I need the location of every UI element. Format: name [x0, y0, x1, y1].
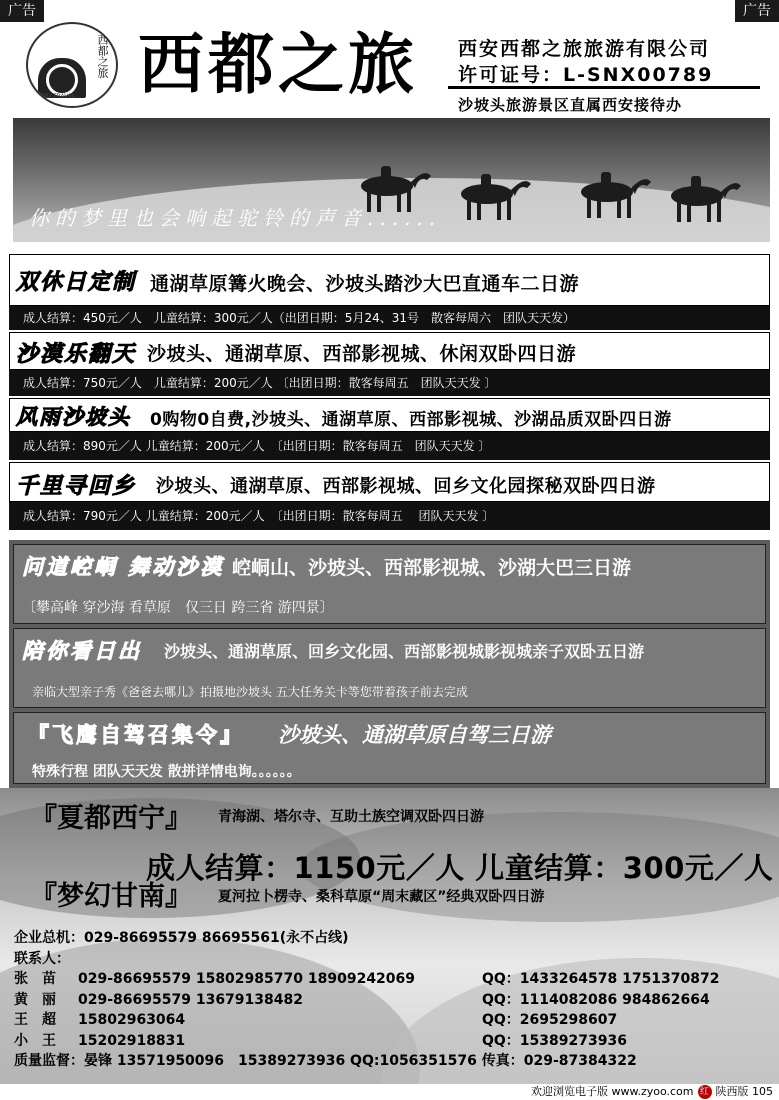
divider: [448, 86, 760, 89]
tour-note: 特殊行程 团队天天发 散拼详情电询。。。。。。: [32, 764, 301, 780]
contact-phones: 15202918831: [78, 1032, 186, 1049]
price-bar: 成人结算：450元／人 儿童结算：300元／人（出团日期：5月24、31号 散客每周六 团队天天发）: [9, 306, 770, 330]
desert-banner: [13, 118, 770, 242]
company-logo: [26, 22, 118, 108]
tour-card: [13, 712, 766, 784]
tour-route: 沙坡头、通湖草原自驾三日游: [278, 723, 551, 747]
gannan-route: 夏河拉卜楞寺、桑科草原“周末藏区”经典双卧四日游: [218, 889, 545, 905]
red-badge-icon: 红: [698, 1085, 712, 1099]
tour-card: [9, 462, 770, 502]
tour-note: 〔攀高峰 穿沙海 看草原 仅三日 跨三省 游四景〕: [22, 600, 334, 616]
header: [18, 20, 760, 116]
price-bar: 成人结算：750元／人 儿童结算：200元／人 〔出团日期：散客每周五 团队天天发 〕: [9, 370, 770, 396]
tour-title: 沙漠乐翻天: [16, 341, 137, 367]
tour-title: 千里寻回乡: [16, 473, 137, 499]
office-name: 沙坡头旅游景区直属西安接待办: [458, 96, 683, 114]
page-number: 105: [752, 1085, 773, 1098]
tour-note: 亲临大型亲子秀《爸爸去哪儿》拍摄地沙坡头 五大任务关卡等您带着孩子前去完成: [32, 685, 468, 699]
contact-phones: 029-86695579 15802985770 18909242069: [78, 971, 416, 987]
tour-title: 风雨沙坡头: [16, 404, 131, 429]
contact-name: 小 王: [14, 1032, 56, 1049]
tour-title: 『飞鹰自驾召集令』: [28, 722, 244, 747]
contact-qq: QQ：1433264578 1751370872: [482, 971, 720, 987]
contact-phones: 029-86695579 13679138482: [78, 991, 303, 1008]
logo-subtext: XIDU TRAVEL: [36, 93, 76, 100]
ad-label-left: 广告: [0, 0, 44, 22]
tour-card: [9, 398, 770, 432]
tour-card: [9, 254, 770, 306]
tour-route: 通湖草原篝火晚会、沙坡头踏沙大巴直通车二日游: [150, 273, 580, 295]
contact-qq: QQ：1114082086 984862664: [482, 991, 710, 1008]
page-footer: [531, 1084, 773, 1100]
contact-qq: QQ：2695298607: [482, 1012, 618, 1028]
tour-title: 陪你看日出: [22, 638, 142, 663]
contact-phones: 15802963064: [78, 1012, 186, 1028]
license-number: 许可证号：L-SNX00789: [458, 64, 714, 86]
xining-route: 青海湖、塔尔寺、互助土族空调双卧四日游: [218, 809, 484, 825]
xining-title: 『夏都西宁』: [30, 803, 192, 834]
tour-route: 崆峒山、沙坡头、西部影视城、沙湖大巴三日游: [232, 557, 632, 579]
xining-price: 成人结算：1150元／人 儿童结算：300元／人: [146, 851, 774, 885]
price-bar: 成人结算：890元／人 儿童结算：200元／人 〔出团日期：散客每周五 团队天天发 〕: [9, 432, 770, 460]
logo-text: 西都之旅: [96, 34, 109, 78]
featured-tours: [9, 540, 770, 788]
tour-route: 沙坡头、通湖草原、西部影视城、休闲双卧四日游: [147, 343, 577, 365]
tour-route: 沙坡头、通湖草原、西部影视城、回乡文化园探秘双卧四日游: [156, 476, 656, 497]
price-bar: 成人结算：790元／人 儿童结算：200元／人 〔出团日期：散客每周五 团队天天发 〕: [9, 502, 770, 530]
tour-title: 双休日定制: [16, 269, 137, 295]
tour-card: [13, 544, 766, 624]
ad-label-right: 广告: [735, 0, 779, 22]
wheel-icon: [46, 64, 78, 96]
banner-slogan: 你的梦里也会响起驼铃的声音......: [29, 206, 442, 230]
tour-card: [9, 332, 770, 370]
footer-text: 欢迎浏览电子版 www.zyoo.com: [530, 1085, 694, 1098]
tour-title: 问道崆峒 舞动沙漠: [22, 554, 225, 579]
tour-route: 0购物0自费,沙坡头、通湖草原、西部影视城、沙湖品质双卧四日游: [150, 410, 672, 430]
gannan-title: 『梦幻甘南』: [30, 881, 192, 912]
contact-name: 张 苗: [14, 971, 56, 987]
contact-name: 王 超: [14, 1012, 56, 1028]
tour-card: [13, 628, 766, 708]
company-name: 西安西都之旅旅游有限公司: [458, 38, 711, 60]
contact-name: 黄 丽: [14, 991, 56, 1008]
edition: 陕西版: [715, 1085, 749, 1098]
brand-title: 西都之旅: [138, 25, 418, 103]
contact-qq: QQ：15389273936: [482, 1032, 627, 1049]
tour-route: 沙坡头、通湖草原、回乡文化园、西部影视城影视城亲子双卧五日游: [164, 642, 645, 661]
